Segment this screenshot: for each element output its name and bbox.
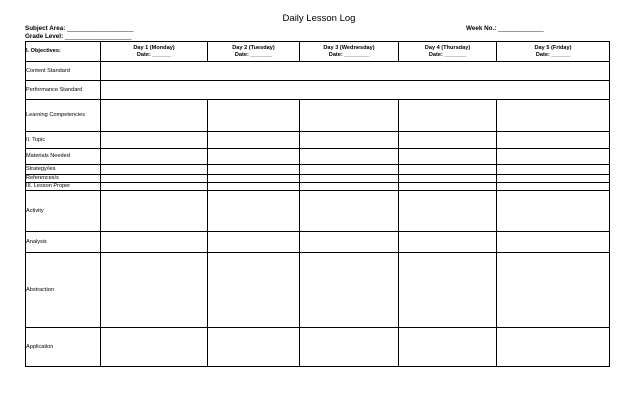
objectives-header: I. Objectives: bbox=[26, 42, 101, 62]
day-cell[interactable] bbox=[101, 183, 208, 191]
row-label: Abstraction bbox=[26, 253, 101, 328]
row-label: Application bbox=[26, 328, 101, 367]
row-label: Activity bbox=[26, 191, 101, 232]
day-cell[interactable] bbox=[497, 253, 610, 328]
header-row bbox=[26, 42, 610, 62]
day-cell[interactable] bbox=[399, 191, 497, 232]
merged-cell[interactable] bbox=[101, 81, 610, 100]
day-1-name: Day 1 (Monday) bbox=[133, 44, 175, 51]
row-label: Learning Competencies bbox=[26, 100, 101, 132]
day-cell[interactable] bbox=[399, 175, 497, 183]
day-cell[interactable] bbox=[497, 191, 610, 232]
row-label: Content Standard bbox=[26, 62, 101, 81]
row-learning-competencies bbox=[26, 100, 610, 132]
row-label: Analysis bbox=[26, 232, 101, 253]
day-cell[interactable] bbox=[300, 191, 399, 232]
day-5-date[interactable]: Date: ______ bbox=[535, 51, 571, 58]
day-4-date[interactable]: Date: _______ bbox=[428, 51, 467, 58]
week-no-field[interactable] bbox=[466, 25, 544, 33]
day-cell[interactable] bbox=[399, 183, 497, 191]
day-cell[interactable] bbox=[208, 165, 300, 175]
row-activity bbox=[26, 191, 610, 232]
day-cell[interactable] bbox=[101, 165, 208, 175]
day-cell[interactable] bbox=[101, 232, 208, 253]
day-1-header bbox=[101, 42, 208, 62]
day-cell[interactable] bbox=[497, 100, 610, 132]
day-cell[interactable] bbox=[399, 328, 497, 367]
day-cell[interactable] bbox=[101, 191, 208, 232]
day-cell[interactable] bbox=[208, 328, 300, 367]
day-cell[interactable] bbox=[497, 132, 610, 149]
day-cell[interactable] bbox=[101, 328, 208, 367]
row-abstraction bbox=[26, 253, 610, 328]
row-content-standard bbox=[26, 62, 610, 81]
day-cell[interactable] bbox=[208, 253, 300, 328]
day-cell[interactable] bbox=[497, 328, 610, 367]
day-cell[interactable] bbox=[399, 100, 497, 132]
row-label: Strategy/ies bbox=[26, 165, 101, 175]
day-cell[interactable] bbox=[497, 175, 610, 183]
day-cell[interactable] bbox=[208, 183, 300, 191]
day-cell[interactable] bbox=[300, 175, 399, 183]
day-cell[interactable] bbox=[101, 100, 208, 132]
day-cell[interactable] bbox=[399, 253, 497, 328]
day-3-header bbox=[300, 42, 399, 62]
day-2-name: Day 2 (Tuesday) bbox=[232, 44, 275, 51]
day-cell[interactable] bbox=[300, 232, 399, 253]
day-cell[interactable] bbox=[208, 149, 300, 165]
row-analysis bbox=[26, 232, 610, 253]
day-cell[interactable] bbox=[101, 149, 208, 165]
day-cell[interactable] bbox=[208, 191, 300, 232]
row-references bbox=[26, 175, 610, 183]
day-cell[interactable] bbox=[300, 328, 399, 367]
day-cell[interactable] bbox=[497, 149, 610, 165]
day-cell[interactable] bbox=[101, 253, 208, 328]
day-cell[interactable] bbox=[101, 175, 208, 183]
day-cell[interactable] bbox=[208, 232, 300, 253]
day-cell[interactable] bbox=[300, 165, 399, 175]
subject-area-blank[interactable]: ___________________ bbox=[67, 25, 134, 32]
day-3-name: Day 3 (Wednesday) bbox=[323, 44, 375, 51]
lesson-log-table bbox=[25, 41, 610, 367]
row-label: II. Topic bbox=[26, 132, 101, 149]
week-no-label: Week No.: bbox=[466, 25, 497, 32]
row-lesson-proper bbox=[26, 183, 610, 191]
day-5-name: Day 5 (Friday) bbox=[534, 44, 572, 51]
subject-area-label: Subject Area: bbox=[25, 25, 66, 32]
day-3-date[interactable]: Date: ________ bbox=[328, 51, 370, 58]
day-cell[interactable] bbox=[208, 100, 300, 132]
day-cell[interactable] bbox=[300, 149, 399, 165]
day-cell[interactable] bbox=[399, 132, 497, 149]
day-cell[interactable] bbox=[399, 232, 497, 253]
grade-level-label: Grade Level: bbox=[25, 33, 64, 40]
day-1-date[interactable]: Date: ______ bbox=[136, 51, 172, 58]
subject-area-field[interactable] bbox=[25, 25, 134, 33]
day-cell[interactable] bbox=[208, 132, 300, 149]
grade-level-blank[interactable]: ___________________ bbox=[64, 33, 132, 40]
row-application bbox=[26, 328, 610, 367]
day-cell[interactable] bbox=[300, 100, 399, 132]
row-topic bbox=[26, 132, 610, 149]
day-cell[interactable] bbox=[101, 132, 208, 149]
grade-level-field[interactable] bbox=[25, 33, 131, 41]
row-label: Materials Needed bbox=[26, 149, 101, 165]
row-label: Performance Standard bbox=[26, 81, 101, 100]
page-title: Daily Lesson Log bbox=[282, 13, 356, 24]
day-cell[interactable] bbox=[399, 149, 497, 165]
day-cell[interactable] bbox=[399, 165, 497, 175]
day-cell[interactable] bbox=[300, 253, 399, 328]
week-no-blank[interactable]: _____________ bbox=[498, 25, 544, 32]
day-cell[interactable] bbox=[300, 183, 399, 191]
day-cell[interactable] bbox=[208, 175, 300, 183]
day-2-date[interactable]: Date: _______ bbox=[234, 51, 273, 58]
row-strategies bbox=[26, 165, 610, 175]
row-label: III. Lesson Proper bbox=[26, 183, 101, 191]
day-cell[interactable] bbox=[497, 183, 610, 191]
day-4-header bbox=[399, 42, 497, 62]
row-performance-standard bbox=[26, 81, 610, 100]
day-2-header bbox=[208, 42, 300, 62]
day-5-header bbox=[497, 42, 610, 62]
merged-cell[interactable] bbox=[101, 62, 610, 81]
day-4-name: Day 4 (Thursday) bbox=[424, 44, 471, 51]
day-cell[interactable] bbox=[300, 132, 399, 149]
day-cell[interactable] bbox=[497, 232, 610, 253]
row-label: References/s bbox=[26, 175, 101, 183]
day-cell[interactable] bbox=[497, 165, 610, 175]
row-materials-needed bbox=[26, 149, 610, 165]
